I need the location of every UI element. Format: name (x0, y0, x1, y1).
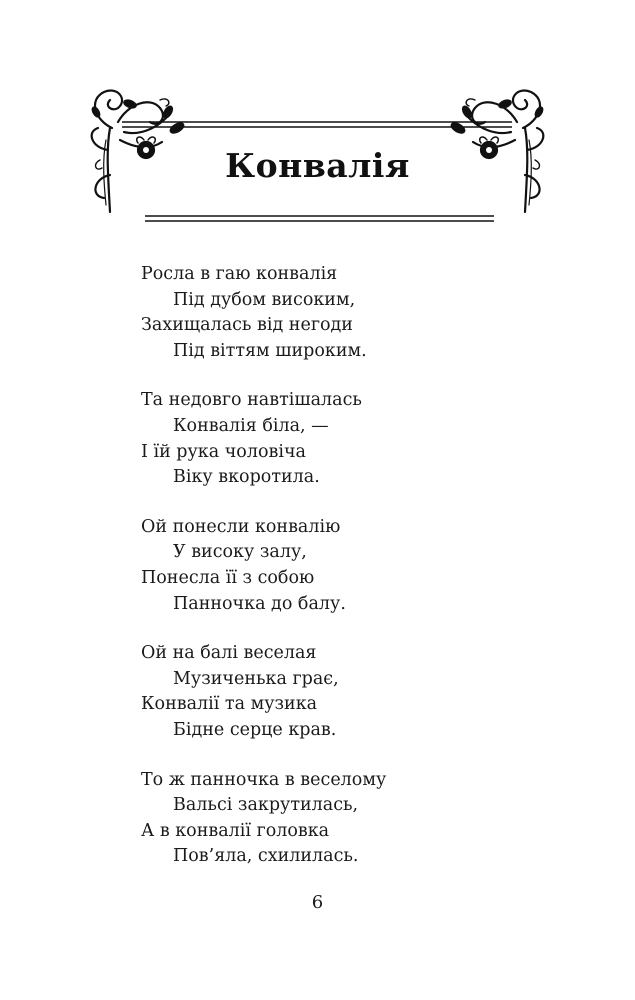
bottom-rule (145, 216, 494, 221)
poem-body (141, 262, 521, 894)
poem-line: Та недовго навтішалась (141, 390, 362, 411)
poem-line: Пов’яла, схилилась. (173, 846, 359, 867)
poem-line: Конвалія біла, — (173, 415, 329, 436)
stanza-2 (141, 388, 521, 490)
poem-line: Музиченька грає, (173, 668, 339, 689)
poem-line: Віку вкоротила. (173, 467, 320, 488)
title-header (0, 0, 635, 250)
poem-line: Бідне серце крав. (173, 719, 337, 740)
poem-line: Росла в гаю конвалія (141, 264, 338, 284)
poem-line: Вальсі закрутилась, (173, 795, 359, 816)
page-number: 6 (311, 892, 324, 913)
poem-line: Панночка до балу. (173, 593, 346, 614)
poem-line: Ой понесли конвалію (141, 516, 341, 537)
poem-line: Ой на балі веселая (141, 643, 317, 664)
poem-line: Захищалась від негоди (141, 315, 353, 336)
header-frame (0, 0, 635, 250)
stanza-3 (141, 515, 521, 617)
poem-line: Понесла її з собою (141, 567, 315, 588)
poem-line: Під віттям широким. (173, 340, 367, 361)
poem-line: Конвалії та музика (141, 694, 318, 715)
stanza-5 (141, 768, 521, 870)
poem-line: А в конвалії головка (141, 820, 330, 841)
stanza-4 (141, 641, 521, 743)
poem-line: І їй рука чоловіча (141, 441, 306, 462)
poem-title: Конвалія (225, 146, 410, 185)
poem-line: У високу залу, (173, 542, 307, 563)
stanza-1 (141, 262, 521, 364)
poem-line: То ж панночка в веселому (141, 769, 387, 790)
poem-line: Під дубом високим, (173, 289, 356, 310)
